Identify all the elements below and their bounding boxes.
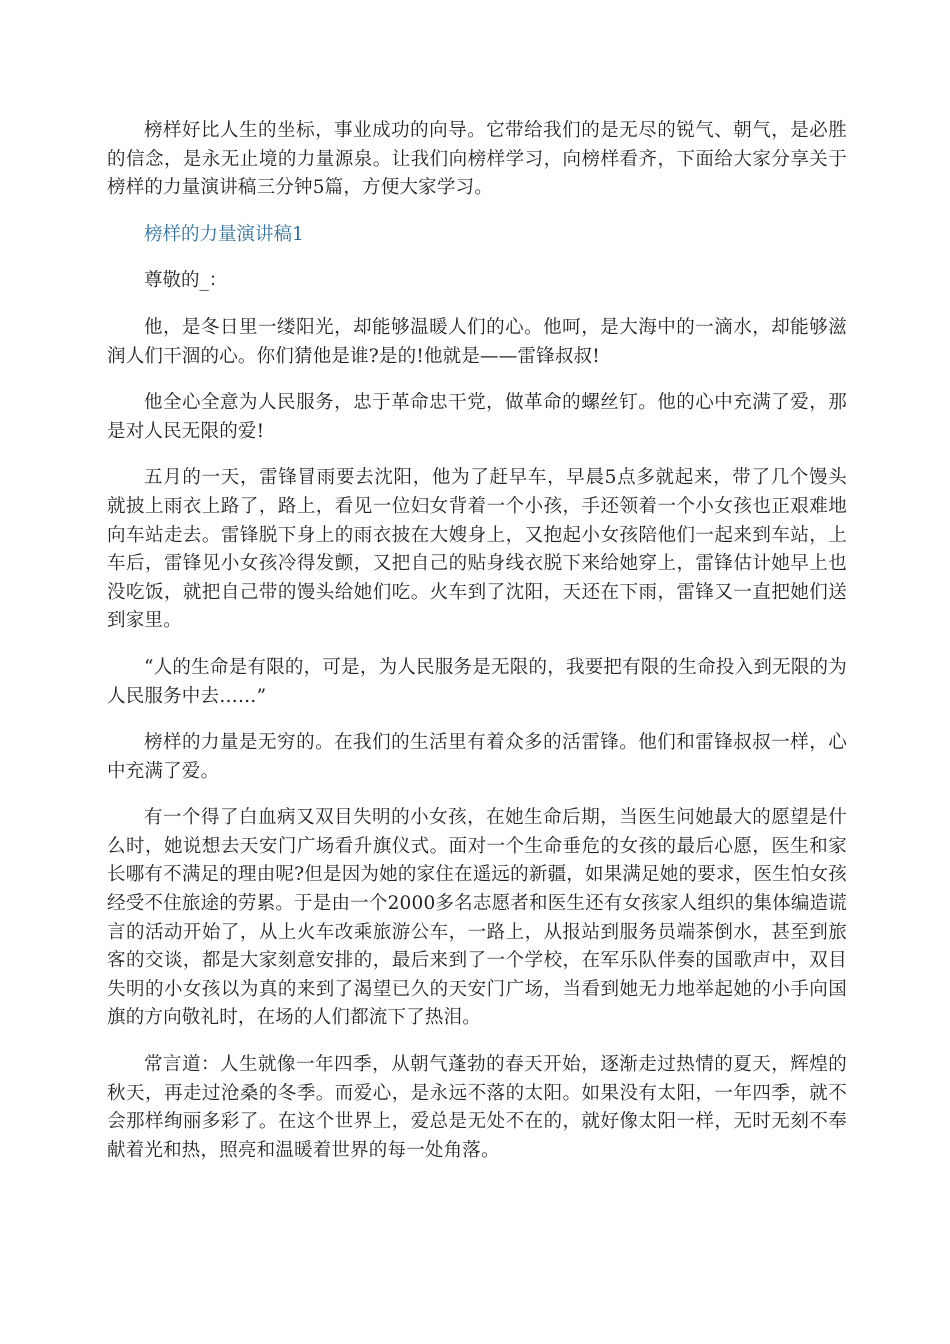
salutation: 尊敬的_： — [144, 270, 228, 292]
body-paragraph: 五月的一天，雷锋冒雨要去沈阳，他为了赶早车，早晨5点多就起来，带了几个馒头就披上雨衣上路了，路上，看见一位妇女背着一个小孩，手还领着一个小女孩也正艰难地向车站走去。雷锋脱下身上的雨衣披在大嫂身上，又抱起小女孩陪他们一起来到车站，上车后，雷锋见小女孩冷得发颤，又把自己的贴身线衣脱下来给她穿上，雷锋估计她早上也没吃饭，就把自己带的馒头给她们吃。火车到了沈阳，天还在下雨，雷锋又一直把她们送到家里。 — [107, 467, 847, 632]
body-paragraph: 常言道：人生就像一年四季，从朝气蓬勃的春天开始，逐渐走过热情的夏天，辉煌的秋天，再走过沧桑的冬季。而爱心，是永远不落的太阳。如果没有太阳，一年四季，就不会那样绚丽多彩了。在这个世界上，爱总是无处不在的，就好像太阳一样，无时无刻不奉献着光和热，照亮和温暖着世界的每一处角落。 — [107, 1054, 847, 1161]
body-paragraph: 有一个得了白血病又双目失明的小女孩，在她生命后期，当医生问她最大的愿望是什么时，她说想去天安门广场看升旗仪式。面对一个生命垂危的女孩的最后心愿，医生和家长哪有不满足的理由呢?但是因为她的家住在遥远的新疆，如果满足她的要求，医生怕女孩经受不住旅途的劳累。于是由一个2000多名志愿者和医生还有女孩家人组织的集体编造谎言的活动开始了，从上火车改乘旅游公车，一路上，从报站到服务员端茶倒水，甚至到旅客的交谈，都是大家刻意安排的，最后来到了一个学校，在军乐队伴奏的国歌声中，双目失明的小女孩以为真的来到了渴望已久的天安门广场，当看到她无力地举起她的小手向国旗的方向敬礼时，在场的人们都流下了热泪。 — [107, 807, 848, 1029]
section-heading: 榜样的力量演讲稿1 — [144, 223, 304, 245]
body-paragraph: 榜样的力量是无穷的。在我们的生活里有着众多的活雷锋。他们和雷锋叔叔一样，心中充满了爱。 — [107, 732, 847, 782]
intro-paragraph: 榜样好比人生的坐标，事业成功的向导。它带给我们的是无尽的锐气、朝气，是必胜的信念，是永无止境的力量源泉。让我们向榜样学习，向榜样看齐，下面给大家分享关于榜样的力量演讲稿三分钟5篇，方便大家学习。 — [107, 120, 847, 199]
quote-paragraph: “人的生命是有限的，可是，为人民服务是无限的，我要把有限的生命投入到无限的为人民服务中去……” — [107, 656, 847, 707]
document-body — [107, 117, 847, 1183]
body-paragraph: 他全心全意为人民服务，忠于革命忠干党，做革命的螺丝钉。他的心中充满了爱，那是对人民无限的爱! — [107, 392, 847, 442]
body-paragraph: 他，是冬日里一缕阳光，却能够温暖人们的心。他呵，是大海中的一滴水，却能够滋润人们干涸的心。你们猜他是谁?是的!他就是——雷锋叔叔! — [107, 316, 847, 367]
